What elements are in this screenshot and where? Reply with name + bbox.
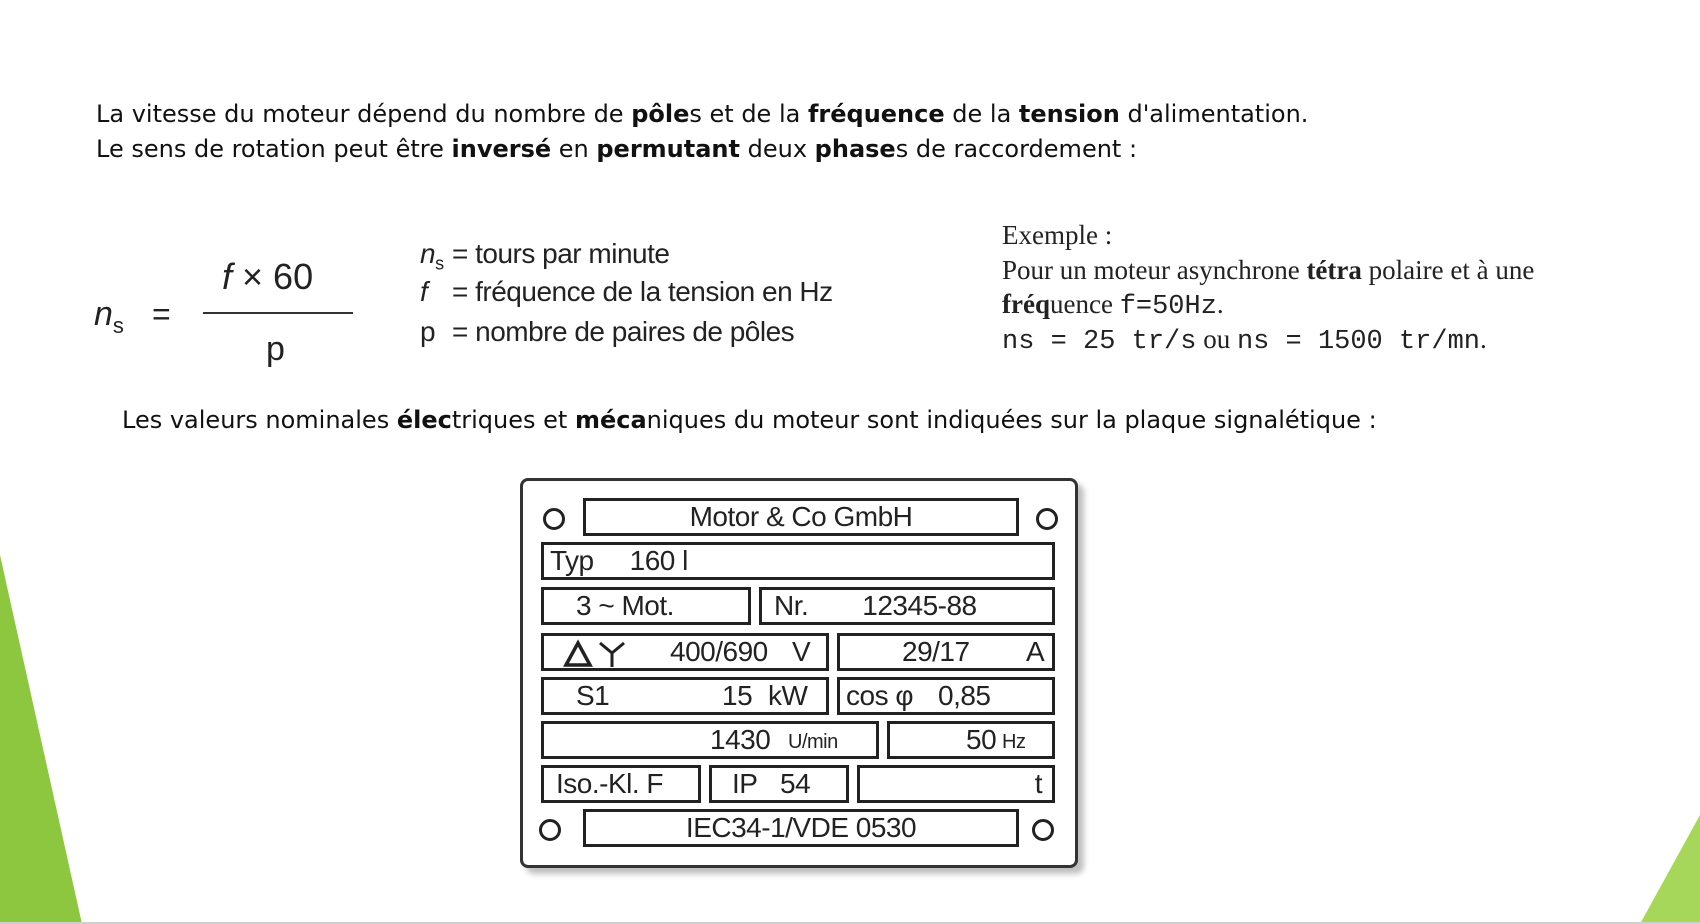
- text-segment: phase: [814, 135, 896, 163]
- mounting-hole-top-right: [1036, 508, 1058, 530]
- formula-denominator: p: [266, 330, 285, 368]
- delta-star-icon: [562, 637, 632, 669]
- text-segment: élec: [396, 406, 452, 434]
- formula-equals: =: [152, 296, 171, 332]
- text-segment: pôle: [631, 100, 690, 128]
- weight-cell: t: [857, 765, 1055, 803]
- insulation-class-cell: Iso.-Kl. F: [541, 765, 701, 803]
- number-cell: Nr. 12345-88: [759, 587, 1055, 625]
- right-green-triangle: [1640, 815, 1700, 924]
- text-segment: deux: [740, 135, 815, 163]
- text-segment: Le sens de rotation peut être: [96, 135, 452, 163]
- standard-cell: IEC34-1/VDE 0530: [583, 809, 1019, 847]
- voltage-cell: 400/690 V: [541, 633, 829, 671]
- example-line-4: ns = 25 tr/s ou ns = 1500 tr/mn.: [1002, 324, 1487, 357]
- text-segment: niques du moteur sont indiquées sur la plaque signalétique :: [646, 406, 1377, 434]
- text-segment: inversé: [451, 135, 552, 163]
- mounting-hole-top-left: [543, 508, 565, 530]
- intro-line-2: [96, 135, 1137, 163]
- intro-line-1: [96, 100, 1308, 128]
- text-segment: tension: [1018, 100, 1120, 128]
- text-segment: s de raccordement :: [895, 135, 1138, 163]
- frequency-cell: 50 Hz: [887, 721, 1055, 759]
- phase-cell: 3 ~ Mot.: [541, 587, 751, 625]
- current-cell: 29/17 A: [837, 633, 1055, 671]
- power-cell: S1 15 kW: [541, 677, 829, 715]
- text-segment: en: [551, 135, 597, 163]
- maker-cell: Motor & Co GmbH: [583, 498, 1019, 536]
- example-title: Exemple :: [1002, 220, 1113, 250]
- formula-lhs: $n_s$: [94, 295, 124, 338]
- motor-nameplate: [520, 478, 1078, 868]
- legend-p: p = nombre de paires de pôles: [420, 316, 795, 347]
- text-segment: méca: [574, 406, 647, 434]
- values-intro: [122, 406, 1377, 434]
- type-cell: Typ 160 l: [541, 542, 1055, 580]
- speed-cell: 1430 U/min: [541, 721, 879, 759]
- text-segment: La vitesse du moteur dépend du nombre de: [96, 100, 632, 128]
- text-segment: de la: [944, 100, 1019, 128]
- mounting-hole-bottom-right: [1032, 819, 1054, 841]
- text-segment: permutant: [596, 135, 740, 163]
- legend-f: f = fréquence de la tension en Hz: [420, 276, 833, 307]
- text-segment: d'alimentation.: [1119, 100, 1309, 128]
- example-line-2: Pour un moteur asynchrone tétra polaire et à une: [1002, 255, 1535, 285]
- text-segment: triques et: [451, 406, 575, 434]
- ip-rating-cell: IP 54: [709, 765, 849, 803]
- text-segment: fréquence: [807, 100, 945, 128]
- cos-phi-cell: cos φ 0,85: [837, 677, 1055, 715]
- formula-numerator: f × 60: [222, 256, 314, 297]
- left-green-triangle: [0, 555, 82, 924]
- fraction-bar: [203, 312, 353, 314]
- text-segment: Les valeurs nominales: [122, 406, 397, 434]
- mounting-hole-bottom-left: [539, 819, 561, 841]
- legend-ns: $n_s$ = tours par minute: [420, 238, 670, 274]
- text-segment: s et de la: [689, 100, 808, 128]
- example-line-3: fréquence f=50Hz.: [1002, 289, 1224, 322]
